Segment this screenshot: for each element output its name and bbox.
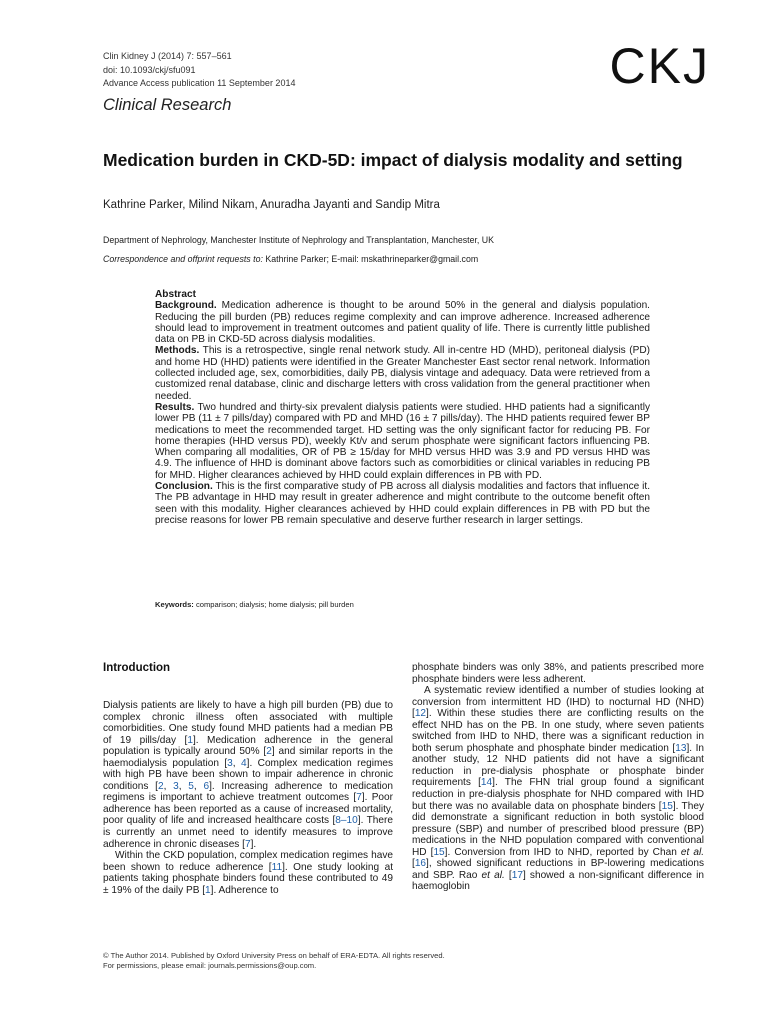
text-run: ]. Increasing adherence to medication regimens is important to achieve treatment outcomes [	[103, 780, 394, 804]
conclusion-label: Conclusion.	[155, 481, 213, 493]
results-text: Two hundred and thirty-six prevalent dialysis patients were studied. HHD patients had a significantly lower PB (11 ± 7 pills/day) compared with PD and MHD (16 ± 7 pills/day). The HHD patients required fewer BP medications to meet the recommended target. HD setting was the only significant factor for reducing PB. For home therapies (HHD versus PD), weekly Kt/v and serum phosphate were significant factors influencing PB. When comparing all modalities, OR of PB ≥ 15/day for MHD versus HHD was 3.9 and PD versus HHD was 4.9. The influence of HHD is dominant above factors such as comorbidities or clinical variables in reducing PB for MHD. Higher clearances achieved by HHD could explain differences in PB with PD.	[155, 401, 650, 481]
citation-link[interactable]: 7	[356, 792, 362, 804]
citation-link[interactable]: 16	[414, 858, 427, 870]
publication-date: Advance Access publication 11 September 2014	[103, 78, 296, 88]
text-run: [	[504, 869, 512, 881]
background-label: Background.	[155, 300, 217, 312]
text-run: Within the CKD population, complex medication regimes have been shown to reduce adherence [	[103, 850, 393, 873]
text-run: ], showed significant reductions in BP-lowering medications and SBP. Rao	[412, 858, 704, 881]
text-run: ] and similar reports in the haemodialysis population [	[103, 746, 393, 769]
citation-link[interactable]: 2	[266, 746, 272, 758]
abstract-conclusion	[155, 481, 650, 526]
abstract-methods	[155, 345, 650, 401]
text-run: ]. The FHN trial group found a significant reduction in pre-dialysis phosphate for NHD compared with IHD but there was no available data on phosphate binders [	[412, 777, 704, 812]
citation-link[interactable]: 3	[173, 780, 179, 792]
introduction-heading: Introduction	[103, 662, 171, 674]
conclusion-text: This is the first comparative study of PB across all dialysis modalities and factors that influence it. The PB advantage in HHD may result in greater adherence and might contribute to the outcome benefit often seen with this modality. Higher clearances achieved by HHD could explain differences in PB with PD but the precise reasons for lower PB remain speculative and deserve further research in larger settings.	[155, 481, 650, 526]
text-run: ]. Medication adherence in the general population is typically around 50% [	[103, 734, 393, 758]
background-text: Medication adherence is thought to be around 50% in the general and dialysis population. Reducing the pill burden (PB) reduces regime complexity and can improve adherence. Increased adherence should lead to improvement in treatment outcomes and patient quality of life. There is currently little published data on PB in CKD-5D across dialysis modalities.	[155, 300, 650, 346]
text-run: ]. There is currently an unmet need to identify measures to improve adherence in chronic diseases [	[103, 815, 393, 850]
et-al: et al.	[680, 846, 705, 858]
citation-link[interactable]: 1	[205, 884, 211, 896]
correspondence-label: Correspondence and offprint requests to:	[103, 254, 263, 264]
body-column-right	[412, 662, 704, 893]
citation-link[interactable]: 14	[480, 777, 493, 789]
paragraph: Dialysis patients are likely to have a high pill burden (PB) due to complex chronic illness often associated with multiple comorbidities. One study found MHD patients had a median PB of 19 pills/day [1]. Medication adherence in the general population is typically around 50% [2] and similar reports in the haemodialysis population [3, 4]. Complex medication regimes with high PB have been shown to impair adherence in chronic conditions [2, 3, 5, 6]. Increasing adherence to medication regimens is important to achieve treatment outcomes [7]. Poor adherence has been reported as a cause of increased mortality, poor quality of life and increased healthcare costs [8–10]. There is currently an unmet need to identify measures to improve adherence in chronic diseases [7].	[103, 700, 394, 850]
text-run: ]. In another study, 12 NHD patients did not have a significant reduction in pre-dialysis phosphate or phosphate binder requirements [	[412, 742, 704, 789]
abstract	[155, 289, 650, 526]
citation-link[interactable]: 8–10	[335, 815, 358, 827]
keywords-text: comparison; dialysis; home dialysis; pill burden	[193, 600, 354, 609]
citation-link[interactable]: 15	[433, 846, 445, 858]
body-column-left	[103, 700, 393, 896]
text-run: ] showed a non-significant difference in haemoglobin	[412, 869, 704, 893]
citation-link[interactable]: 11	[271, 861, 283, 873]
text-run: ]. They did demonstrate a significant reduction in both systolic blood pressure (SBP) and number of prescribed blood pressure (BP) medications in the NHD population compared with conventional HD [	[412, 800, 705, 858]
section-label: Clinical Research	[103, 96, 232, 114]
article-title: Medication burden in CKD-5D: impact of dialysis modality and setting	[103, 150, 683, 170]
correspondence	[103, 254, 478, 264]
text-run: [	[412, 858, 415, 870]
citation-link[interactable]: 6	[203, 780, 210, 792]
citation-link[interactable]: 13	[675, 742, 687, 754]
correspondence-text: Kathrine Parker; E-mail: mskathrineparker@gmail.com	[262, 254, 479, 264]
text-run: ]. Conversion from IHD to NHD, reported by Chan	[444, 846, 681, 858]
methods-text: This is a retrospective, single renal network study. All in-centre HD (MHD), peritoneal dialysis (PD) and home HD (HHD) patients were identified in the Greater Manchester East sector renal network. Information collected included age, sex, comorbidities, daily PB, dialysis vintage and adequacy. Data were retrieved from a customized renal database, clinic and discharge letters with cross validation from the general practitioner when needed.	[155, 345, 650, 402]
keywords	[155, 600, 354, 609]
copyright-footer	[103, 951, 445, 971]
citation-link[interactable]: 1	[187, 734, 193, 746]
paragraph	[412, 685, 704, 893]
text-run: ]. Adherence to	[210, 884, 279, 896]
citation-link[interactable]: 5	[188, 780, 194, 792]
paragraph	[103, 850, 393, 896]
paragraph: phosphate binders was only 38%, and patients prescribed more phosphate binders were less adherent.	[412, 662, 704, 685]
abstract-results	[155, 402, 650, 481]
citation: Clin Kidney J (2014) 7: 557–561	[103, 51, 232, 61]
keywords-label: Keywords:	[155, 600, 194, 609]
results-label: Results.	[155, 401, 195, 413]
text-run: Dialysis patients are likely to have a high pill burden (PB) due to complex chronic illness often associated with multiple comorbidities. One study found MHD patients had a median PB of 19 pills/day [	[103, 700, 393, 746]
text-run: ]. Within these studies there are conflicting results on the effect NHD has on the PB. In one study, where seven patients switched from IHD to NHD, there was a significant reduction in both serum phosphate and phosphate binder medication [	[412, 708, 704, 754]
methods-label: Methods.	[155, 345, 200, 357]
abstract-heading: Abstract	[155, 289, 196, 300]
citation-link[interactable]: 7	[244, 838, 251, 850]
citation-link[interactable]: 3	[227, 757, 233, 769]
citation-link[interactable]: 4	[241, 757, 247, 769]
et-al: et al.	[481, 869, 505, 881]
citation-link[interactable]: 2	[157, 780, 164, 792]
article-header	[103, 50, 463, 91]
citation-link[interactable]: 15	[661, 800, 673, 812]
citation-link[interactable]: 12	[414, 708, 427, 720]
author-list: Kathrine Parker, Milind Nikam, Anuradha Jayanti and Sandip Mitra	[103, 199, 440, 211]
journal-logo: CKJ	[609, 38, 710, 94]
text-run: ].	[250, 838, 257, 850]
abstract-background	[155, 300, 650, 345]
text-run: A systematic review identified a number of studies looking at conversion from intermittent HD (IHD) to nocturnal HD (NHD) [	[412, 685, 704, 720]
permissions-line: For permissions, please email: journals.permissions@oup.com.	[103, 961, 317, 970]
citation-link[interactable]: 17	[511, 869, 523, 881]
text-run: ]. One study looking at patients taking phosphate binders found these contributed to 49 ± 19% of the daily PB [	[103, 861, 393, 896]
text-run: ]. Complex medication regimes with high PB have been shown to impair adherence in chronic conditions [	[103, 757, 394, 792]
doi: doi: 10.1093/ckj/sfu091	[103, 64, 196, 75]
copyright-line: © The Author 2014. Published by Oxford University Press on behalf of ERA-EDTA. All rights reserved.	[103, 951, 445, 960]
text-run: ]. Poor adherence has been reported as a cause of increased mortality, poor quality of life and increased healthcare costs [	[103, 792, 394, 827]
affiliation: Department of Nephrology, Manchester Institute of Nephrology and Transplantation, Manchester, UK	[103, 235, 495, 245]
